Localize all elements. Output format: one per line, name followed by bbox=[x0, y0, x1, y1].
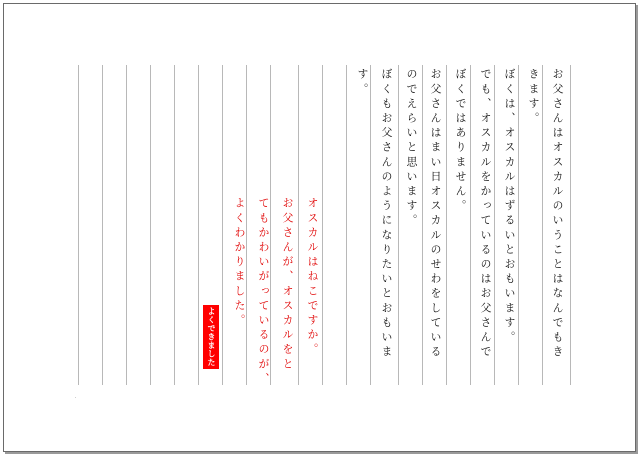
margin-dot bbox=[75, 397, 76, 398]
writing-sheet bbox=[75, 65, 575, 398]
rule-line bbox=[102, 65, 103, 385]
teacher-comment-2: お父さんが、オスカルをと bbox=[281, 197, 294, 373]
teacher-comment-3: てもかわいがっているのが、 bbox=[257, 197, 270, 387]
rule-line bbox=[198, 65, 199, 385]
rule-line bbox=[78, 65, 79, 385]
rule-line bbox=[446, 65, 447, 385]
essay-line-3: ぼくは、オスカルはずるいとおもいます。 bbox=[503, 68, 516, 346]
essay-line-2: きます。 bbox=[527, 68, 540, 127]
rule-line bbox=[174, 65, 175, 385]
rule-line bbox=[246, 65, 247, 385]
rule-line bbox=[570, 65, 571, 385]
rule-line bbox=[298, 65, 299, 385]
essay-line-8: ぼくもお父さんのようになりたいとおもいま bbox=[380, 68, 393, 360]
good-job-stamp: よくできました bbox=[203, 305, 219, 369]
rule-line bbox=[370, 65, 371, 385]
rule-line bbox=[150, 65, 151, 385]
rule-line bbox=[470, 65, 471, 385]
rule-line bbox=[346, 65, 347, 385]
rule-line bbox=[270, 65, 271, 385]
rule-line bbox=[222, 65, 223, 385]
essay-line-9: す。 bbox=[356, 68, 369, 98]
teacher-comment-1: オスカルはねこですか。 bbox=[306, 197, 319, 358]
rule-line bbox=[494, 65, 495, 385]
essay-line-5: ぼくではありません。 bbox=[454, 68, 467, 214]
rule-line bbox=[542, 65, 543, 385]
rule-line bbox=[322, 65, 323, 385]
rule-line bbox=[126, 65, 127, 385]
essay-line-6: お父さんはまい日オスカルのせわをしている bbox=[429, 68, 442, 360]
essay-line-4: でも、オスカルをかっているのはお父さんで bbox=[479, 68, 492, 360]
rule-line bbox=[422, 65, 423, 385]
rule-line bbox=[398, 65, 399, 385]
teacher-comment-4: よくわかりました。 bbox=[233, 197, 246, 329]
rule-line bbox=[518, 65, 519, 385]
essay-line-7: のでえらいと思います。 bbox=[405, 68, 418, 229]
essay-line-1: お父さんはオスカルのいうことはなんでもき bbox=[551, 68, 564, 360]
